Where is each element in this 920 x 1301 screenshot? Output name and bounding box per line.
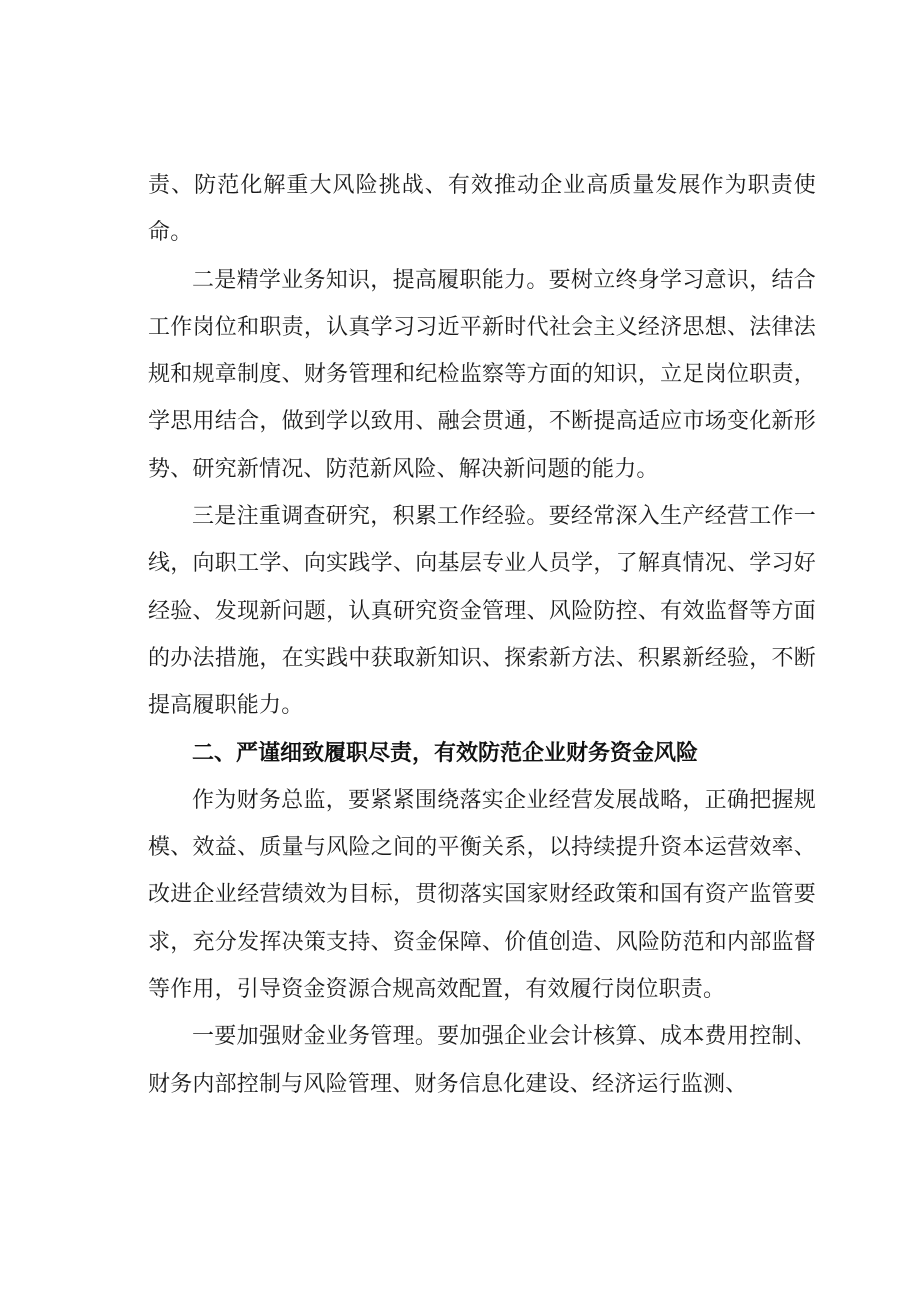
paragraph-continued: 责、防范化解重大风险挑战、有效推动企业高质量发展作为职责使命。 [148, 173, 816, 246]
paragraph-research-experience: 三是注重调查研究，积累工作经验。要经常深入生产经营工作一线，向职工学、向实践学、向基层专业人员学，了解真情况、学习好经验、发现新问题，认真研究资金管理、风险防控、有效监督等方面的办法措施，在实践中获取新知识、探索新方法、积累新经验，不断提高履职能力。 [148, 504, 816, 719]
paragraph-finance-management: 一要加强财金业务管理。要加强企业会计核算、成本费用控制、财务内部控制与风险管理、财务信息化建设、经济运行监测、 [148, 1024, 816, 1097]
paragraph-cfo-role: 作为财务总监，要紧紧围绕落实企业经营发展战略，正确把握规模、效益、质量与风险之间的平衡关系，以持续提升资本运营效率、改进企业经营绩效为目标，贯彻落实国家财经政策和国有资产监管要求，充分发挥决策支持、资金保障、价值创造、风险防范和内部监督等作用，引导资金资源合规高效配置，有效履行岗位职责。 [148, 787, 816, 1003]
section-heading: 二、严谨细致履职尽责，有效防范企业财务资金风险 [192, 740, 699, 766]
document-body [148, 162, 816, 1108]
paragraph-study-knowledge: 二是精学业务知识，提高履职能力。要树立终身学习意识，结合工作岗位和职责，认真学习习近平新时代社会主义经济思想、法律法规和规章制度、财务管理和纪检监察等方面的知识，立足岗位职责，学思用结合，做到学以致用、融会贯通，不断提高适应市场变化新形势、研究新情况、防范新风险、解决新问题的能力。 [148, 267, 816, 482]
